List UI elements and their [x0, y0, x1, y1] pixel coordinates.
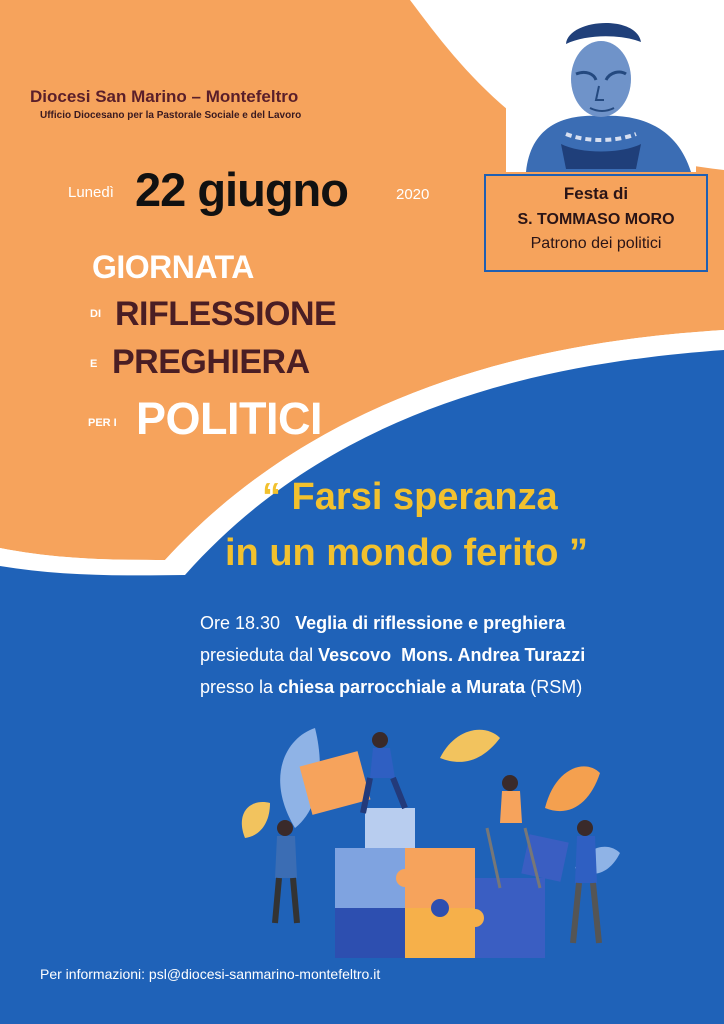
- event-time: Ore 18.30: [200, 613, 281, 633]
- saint-box-line-2: S. TOMMASO MORO: [517, 211, 675, 228]
- info-contact: Per informazioni: psl@diocesi-sanmarino-montefeltro.it: [40, 966, 381, 982]
- title-prefix-3: E: [90, 358, 98, 370]
- office-name: Ufficio Diocesano per la Pastorale Sociale e del Lavoro: [40, 110, 302, 121]
- date-year: 2020: [396, 186, 430, 203]
- bishop-name: Mons. Andrea Turazzi: [401, 645, 586, 665]
- presided-prefix: presieduta dal: [200, 645, 314, 665]
- place-suffix: (RSM): [530, 677, 583, 697]
- bishop-title: Vescovo: [318, 645, 392, 665]
- quote-line-1: “ Farsi speranza: [262, 476, 558, 518]
- place-name: chiesa parrocchiale a Murata: [278, 677, 526, 697]
- diocese-name: Diocesi San Marino – Montefeltro: [30, 87, 299, 106]
- title-line-2: RIFLESSIONE: [115, 295, 337, 333]
- title-prefix-4: PER I: [88, 417, 117, 429]
- puzzle-illustration: [225, 718, 625, 958]
- saint-box-line-1: Festa di: [563, 184, 629, 203]
- event-presider-line: [200, 645, 585, 666]
- event-time-line: [200, 613, 565, 634]
- quote-line-2: in un mondo ferito ”: [225, 532, 589, 574]
- event-place-line: [200, 677, 582, 698]
- title-line-3: PREGHIERA: [112, 343, 310, 381]
- event-title: Veglia di riflessione e preghiera: [295, 613, 566, 633]
- date-day-month: 22 giugno: [135, 163, 348, 216]
- saint-box-line-3: Patrono dei politici: [530, 235, 662, 252]
- place-prefix: presso la: [200, 677, 274, 697]
- date-weekday: Lunedì: [68, 184, 114, 201]
- title-line-1: GIORNATA: [92, 249, 254, 285]
- title-prefix-2: DI: [90, 308, 101, 320]
- saint-portrait: [506, 4, 696, 172]
- title-line-4: POLITICI: [136, 393, 322, 444]
- saint-feast-box: [484, 174, 708, 272]
